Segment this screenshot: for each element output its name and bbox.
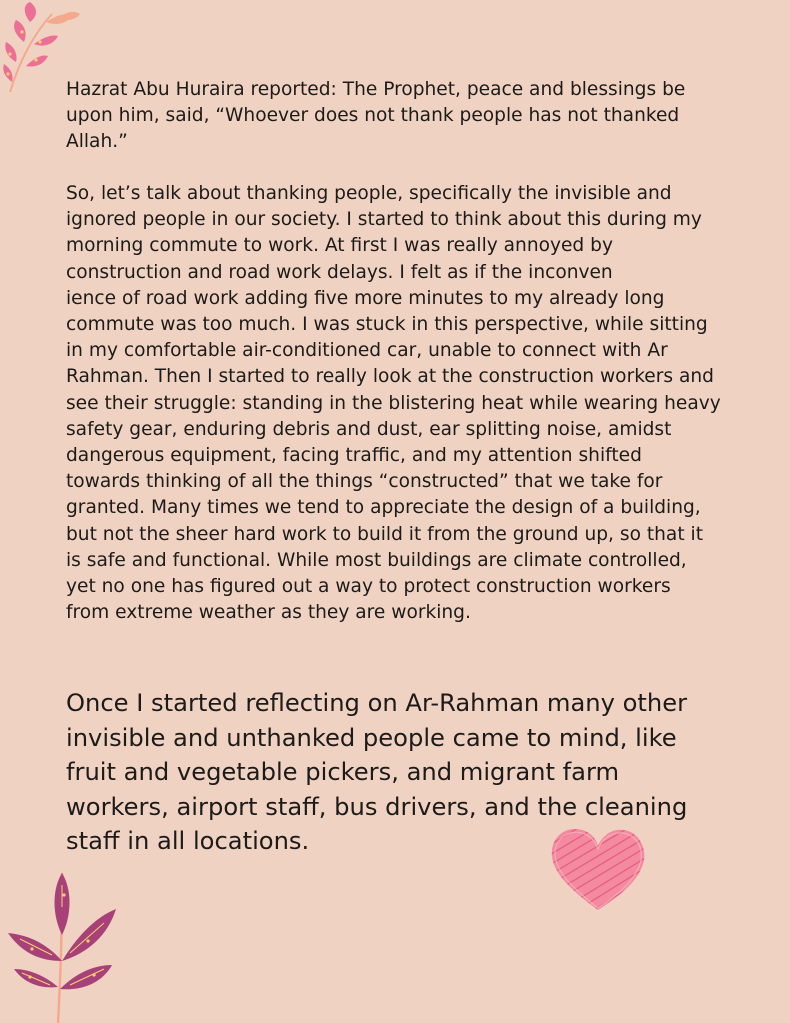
reflection-paragraph: So, let’s talk about thanking people, specifically the invisible and ignored people in our society. I started to think about this during my morning commute to work. At first I was really annoyed by construction and road work delays. I felt as if the inconven ience of road work adding five more minutes to my already long commute was too much. I was stuck in this perspective, while sitting in my comfortable air-conditioned car, unable to connect with Ar Rahman. Then I started to really look at the construction workers and see their struggle: standing in the blistering heat while wearing heavy safety gear, enduring debris and dust, ear splitting noise, amidst dangerous equipment, facing traffic, and my attention shifted towards thinking of all the things “constructed” that we take for granted. Many times we tend to appreciate the design of a building, but not the sheer hard work to build it from the ground up, so that it is safe and functional. While most buildings are climate controlled, yet no one has figured out a way to protect construction workers from extreme weather as they are working.: [66, 183, 721, 624]
hadith-paragraph: Hazrat Abu Huraira reported: The Prophet, peace and blessings be upon him, said, “Whoever does not thank people has not thanked Allah.”: [66, 79, 686, 153]
leaf-branch-icon: [0, 865, 130, 1023]
scribble-heart-icon: [548, 822, 648, 914]
closing-paragraph: Once I started reflecting on Ar-Rahman many other invisible and unthanked people came to mind, like fruit and vegetable pickers, and migrant farm workers, airport staff, bus drivers, and the cleaning staff in all locations.: [66, 689, 688, 856]
